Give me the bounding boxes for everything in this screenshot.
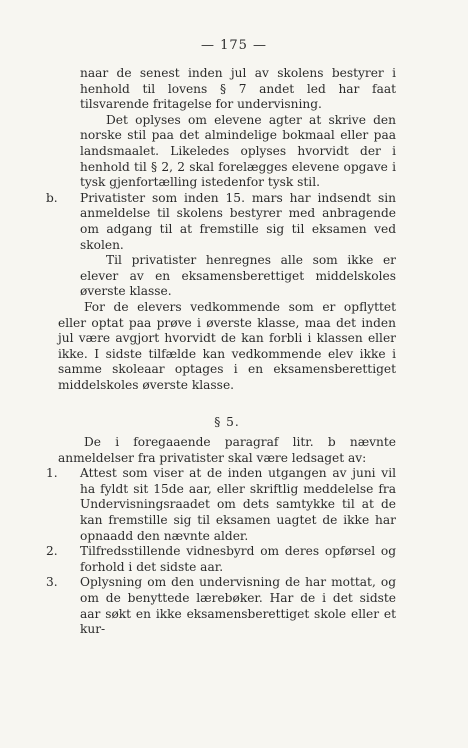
list-marker-b: b. xyxy=(46,190,58,205)
list-text-b: Privatister som inden 15. mars har indsendt sin anmeldelse til skolens bestyrer med anbragende om adgang til at fremstille sig til eksamen ved skolen. xyxy=(80,190,396,252)
body-text xyxy=(46,66,396,638)
list-item-b xyxy=(46,190,396,253)
paragraph-norske-stil: Det oplyses om elevene agter at skrive den norske stil paa det almindelige bokmaal eller paa landsmaalet. Likeledes oplyses hvorvidt der i henhold til § 2, 2 skal forelægges elevene opgave i tysk gjenfortælling istedenfor tysk stil. xyxy=(80,112,396,190)
list-text-3: Oplysning om den undervisning de har mottat, og om de benyttede lærebøker. Har de i det sidste aar søkt en ikke eksamensberettiget skole eller et kur- xyxy=(80,575,396,637)
list-number-1: 1. xyxy=(46,466,58,481)
list-number-2: 2. xyxy=(46,544,58,559)
section-heading: § 5. xyxy=(214,415,240,430)
paragraph-opflyttet: For de elevers vedkommende som er opflyttet eller optat paa prøve i øverste klasse, maa det inden jul være avgjort hvorvidt de kan forbli i klassen eller ikke. I sidste tilfælde kan vedkommende elev ikke i samme skoleaar optages i en eksamensberettiget middelskoles øverste klasse. xyxy=(58,299,396,392)
list-item-3 xyxy=(46,575,396,637)
page-number: — 175 — xyxy=(200,38,268,53)
paragraph-privatister: Til privatister henregnes alle som ikke er elever av en eksamensberettiget middelskoles øverste klasse. xyxy=(80,253,396,299)
list-number-3: 3. xyxy=(46,575,58,590)
list-text-1: Attest som viser at de inden utgangen av juni vil ha fyldt sit 15de aar, eller skriftlig meddelelse fra Undervisningsraadet om dets samtykke til at de kan fremstille sig til eksamen uagtet de ikke har opnaadd den nævnte alder. xyxy=(80,466,396,543)
list-item-1 xyxy=(46,466,396,544)
section-intro: De i foregaaende paragraf litr. b nævnte anmeldelser fra privatister skal være ledsaget av: xyxy=(58,435,396,465)
list-item-2 xyxy=(46,544,396,575)
paragraph-fritagelse: naar de senest inden jul av skolens bestyrer i henhold til lovens § 7 andet led har faat tilsvarende fritagelse for undervisning. xyxy=(80,66,396,112)
list-text-2: Tilfredsstillende vidnesbyrd om deres opførsel og forhold i det sidste aar. xyxy=(80,544,396,574)
